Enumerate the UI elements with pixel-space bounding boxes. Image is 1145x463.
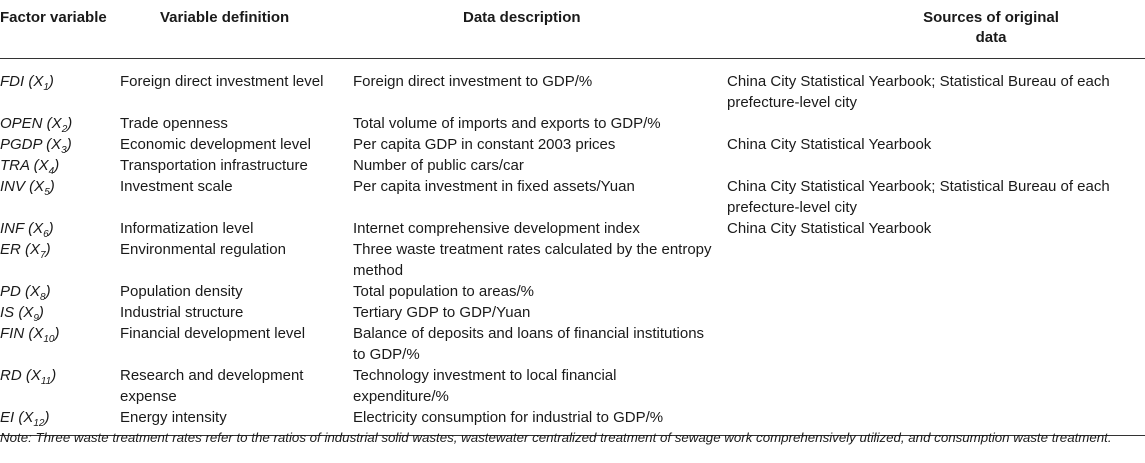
data-description-cell: Three waste treatment rates calculated by the entropy method	[353, 241, 712, 279]
data-description-cell: Technology investment to local financial expenditure/%	[353, 367, 617, 405]
factor-variable-cell: TRA $(X_4)$	[0, 157, 60, 177]
factor-variable-cell: OPEN $(X_2)$	[0, 115, 73, 135]
factor-variable-cell: ER $(X_7)$	[0, 241, 51, 261]
variable-definition-cell: Financial development level	[120, 325, 306, 342]
variable-subscript: 10	[43, 334, 55, 345]
header-variable-definition: Variable definition	[120, 0, 353, 59]
header-factor-variable: Factor variable	[0, 0, 120, 59]
table-row	[0, 59, 1145, 114]
table-row	[0, 113, 1145, 134]
variable-definition-cell: Energy intensity	[120, 407, 353, 436]
data-description-cell: Balance of deposits and loans of financial institutions to GDP/%	[353, 325, 705, 363]
data-description-cell: Internet comprehensive development index	[353, 220, 640, 237]
factor-variable-cell: PGDP $(X_3)$	[0, 136, 72, 156]
variable-definition-cell: Population density	[120, 283, 243, 300]
factor-variable-cell: IS $(X_9)$	[0, 304, 44, 324]
factor-variable-cell: INV $(X_5)$	[0, 178, 55, 198]
table-row	[0, 176, 1145, 218]
table-row	[0, 218, 1145, 239]
table-row	[0, 155, 1145, 176]
table-note: Note: Three waste treatment rates refer to the ratios of industrial solid wastes, wastewater centralized treatment of sewage work comprehensively utilized, and consumption waste treatment.	[0, 430, 1112, 445]
data-description-cell: Per capita investment in fixed assets/Yuan	[353, 178, 635, 195]
variable-code: EI	[0, 409, 15, 426]
table-row	[0, 281, 1145, 302]
data-description-cell: Total volume of imports and exports to GDP/%	[353, 115, 661, 132]
source-cell	[727, 323, 1145, 365]
factor-variable-cell: PD $(X_8)$	[0, 283, 51, 303]
variable-subscript: 4	[48, 166, 55, 177]
variable-definition-cell: Environmental regulation	[120, 241, 286, 258]
header-row	[0, 0, 1145, 59]
source-cell: China City Statistical Yearbook	[727, 136, 932, 153]
factor-variable-cell: FDI $(X_1)$	[0, 73, 54, 93]
variable-subscript: 5	[44, 187, 50, 198]
table-row	[0, 302, 1145, 323]
source-cell: China City Statistical Yearbook	[727, 220, 932, 237]
variable-subscript: 7	[40, 250, 46, 261]
variable-subscript: 6	[43, 229, 49, 240]
variable-code: TRA	[0, 157, 30, 174]
variable-definition-cell: Informatization level	[120, 220, 254, 237]
data-description-cell: Per capita GDP in constant 2003 prices	[353, 136, 616, 153]
source-cell: China City Statistical Yearbook; Statistical Bureau of each prefecture-level city	[727, 73, 1110, 111]
variable-code: ER	[0, 241, 21, 258]
source-cell	[727, 155, 1145, 176]
variable-subscript: 3	[61, 145, 67, 156]
variable-subscript: 8	[40, 292, 46, 303]
variable-subscript: 1	[43, 82, 49, 93]
header-sources: Sources of original data	[727, 0, 1145, 59]
variable-definition-cell: Trade openness	[120, 115, 228, 132]
source-cell	[727, 302, 1145, 323]
data-description-cell: Foreign direct investment to GDP/%	[353, 73, 593, 90]
data-description-cell: Tertiary GDP to GDP/Yuan	[353, 304, 531, 321]
variable-definition-cell: Transportation infrastructure	[120, 157, 308, 174]
variable-code: INF	[0, 220, 24, 237]
factor-variable-cell: FIN $(X_{10})$	[0, 325, 60, 345]
variable-subscript: 2	[61, 124, 68, 135]
variable-code: IS	[0, 304, 15, 321]
variable-code: OPEN	[0, 115, 43, 132]
data-description-cell: Total population to areas/%	[353, 283, 534, 300]
table-row	[0, 323, 1145, 365]
variable-definition-cell: Economic development level	[120, 136, 311, 153]
variable-definition-cell: Research and development expense	[120, 367, 304, 405]
variable-subscript: 12	[33, 418, 45, 429]
factor-variable-cell: INF $(X_6)$	[0, 220, 54, 240]
header-data-description: Data description	[353, 0, 727, 59]
source-cell	[727, 113, 1145, 134]
variable-subscript: 11	[40, 376, 52, 387]
factor-variable-cell: RD $(X_{11})$	[0, 367, 57, 387]
variable-definition-cell: Industrial structure	[120, 304, 244, 321]
source-cell	[727, 239, 1145, 281]
source-cell	[727, 281, 1145, 302]
variable-code: FIN	[0, 325, 25, 342]
variable-definition-cell: Foreign direct investment level	[120, 73, 324, 90]
factor-variable-cell: EI $(X_{12})$	[0, 407, 120, 436]
variable-definition-cell: Investment scale	[120, 178, 233, 195]
table-row	[0, 239, 1145, 281]
table-row	[0, 365, 1145, 407]
variable-code: RD	[0, 367, 22, 384]
source-cell	[727, 365, 1145, 407]
source-cell: China City Statistical Yearbook; Statistical Bureau of each prefecture-level city	[727, 178, 1110, 216]
table-row	[0, 134, 1145, 155]
variable-code: INV	[0, 178, 26, 195]
variable-subscript: 9	[33, 313, 39, 324]
data-description-cell: Electricity consumption for industrial to GDP/%	[353, 407, 727, 436]
variable-code: PD	[0, 283, 21, 300]
data-description-cell: Number of public cars/car	[353, 157, 524, 174]
variable-code: FDI	[0, 73, 25, 90]
variable-code: PGDP	[0, 136, 42, 153]
